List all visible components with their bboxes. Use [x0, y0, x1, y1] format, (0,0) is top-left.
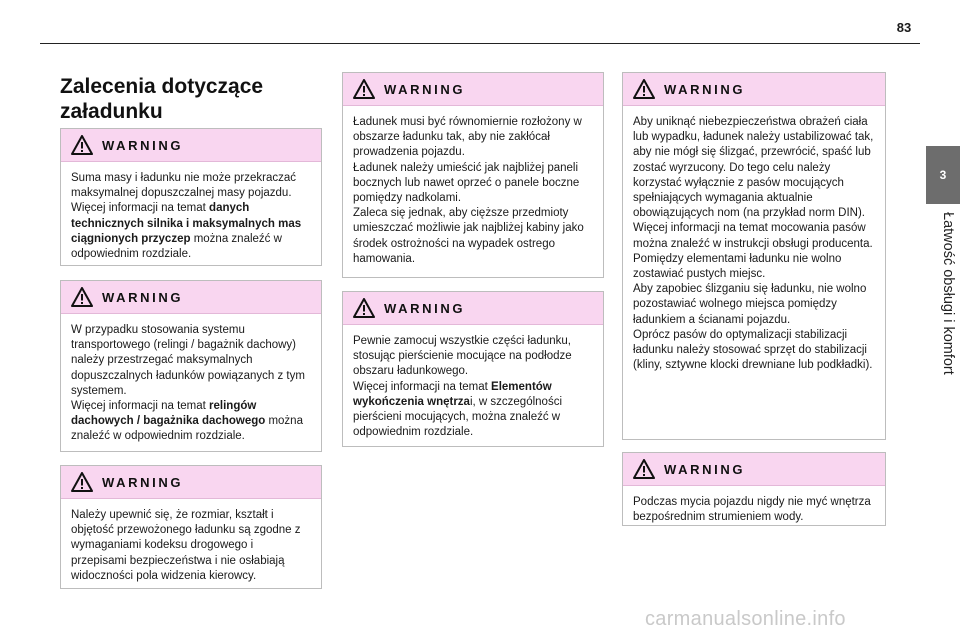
text-run: Więcej informacji na temat mocowania pasów można znaleźć w instrukcji obsługi producenta. — [633, 222, 873, 250]
warning-paragraph — [633, 221, 875, 251]
text-run: i, w szczególności pierścieni mocujących, można znaleźć w odpowiednim rozdziale. — [353, 395, 563, 439]
warning-label: WARNING — [102, 137, 184, 153]
chapter-tab[interactable] — [926, 146, 960, 204]
warning-label: WARNING — [384, 81, 466, 97]
text-run: Więcej informacji na temat — [353, 380, 492, 393]
warning-body — [61, 499, 321, 590]
warning-box-washing — [622, 452, 886, 526]
chapter-title: Łatwość obsługi i komfort — [940, 212, 956, 375]
warning-header — [623, 453, 885, 486]
warning-label: WARNING — [664, 461, 746, 477]
warning-paragraph — [353, 161, 593, 207]
warning-paragraph — [353, 334, 593, 380]
warning-body — [343, 106, 603, 273]
warning-label: WARNING — [384, 300, 466, 316]
warning-body — [61, 314, 321, 451]
text-run: Ładunek należy umieścić jak najbliżej paneli bocznych lub nawet oprzeć o panele boczne pomiędzy nadkolami. — [353, 161, 580, 205]
warning-paragraph — [633, 328, 875, 374]
warning-triangle-icon — [633, 79, 655, 99]
warning-paragraph — [353, 206, 593, 267]
text-run: Ładunek musi być równomiernie rozłożony w obszarze ładunku tak, aby nie zakłócał prowadzenia pojazdu. — [353, 116, 582, 159]
bold-text: relingów dachowych / bagażnika dachowego — [71, 400, 266, 428]
warning-paragraph — [353, 115, 593, 161]
text-run: Pomiędzy elementami ładunku nie wolno zostawiać pustych miejsc. — [633, 252, 842, 281]
warning-body — [61, 162, 321, 268]
text-run: Aby zapobiec ślizganiu się ładunku, nie wolno pozostawiać wolnego miejsca pomiędzy ładunkiem a ścianami pojazdu. — [633, 283, 867, 326]
text-run: Aby uniknąć niebezpieczeństwa obrażeń ciała lub wypadku, ładunek należy ustabilizować tak, aby nie mógł się ślizgać, przewrócić, spaść lub zostać wyrzucony. Do tego celu należy korzystać wyłącznie z pasów mocujących spełniających wymagania aktualnie obowiązujących nom (na przykład norm DIN). — [633, 116, 874, 220]
warning-label: WARNING — [664, 81, 746, 97]
warning-header — [61, 466, 321, 499]
chapter-number: 3 — [939, 168, 947, 182]
warning-paragraph — [71, 201, 311, 262]
warning-box-roof-system — [60, 280, 322, 452]
warning-box-load-stabilisation — [622, 72, 886, 440]
warning-paragraph — [633, 282, 875, 328]
footer-watermark: carmanualsonline.info — [645, 608, 846, 630]
warning-label: WARNING — [102, 474, 184, 490]
warning-paragraph — [71, 399, 311, 445]
warning-triangle-icon — [71, 135, 93, 155]
text-run: Oprócz pasów do optymalizacji stabilizacji ładunku należy stosować sprzęt do stabilizacji (kliny, sztywne klocki drewniane lub podkładki). — [633, 328, 873, 372]
warning-header — [623, 73, 885, 106]
text-run: Pewnie zamocuj wszystkie części ładunku, stosując pierścienie mocujące na podłodze obszaru ładunkowego. — [353, 335, 572, 378]
bold-text: danych technicznych silnika i maksymalnych mas ciągnionych przyczep — [71, 202, 302, 245]
bold-text: Elementów wykończenia wnętrza — [353, 380, 552, 408]
text-run: Suma masy i ładunku nie może przekraczać maksymalnej dopuszczalnej masy pojazdu. — [71, 172, 296, 200]
warning-body — [343, 325, 603, 446]
warning-box-lashing-rings — [342, 291, 604, 447]
page-number: 83 — [896, 20, 912, 35]
warning-header — [61, 281, 321, 314]
warning-paragraph — [633, 495, 875, 525]
text-run: można znaleźć w odpowiednim rozdziale. — [71, 232, 282, 261]
warning-paragraph — [353, 380, 593, 441]
warning-paragraph — [71, 323, 311, 399]
warning-box-load-size — [60, 465, 322, 589]
header-divider — [40, 43, 920, 44]
warning-triangle-icon — [633, 459, 655, 479]
warning-paragraph — [633, 252, 875, 282]
text-run: Podczas mycia pojazdu nigdy nie myć wnętrza bezpośrednim strumieniem wody. — [633, 496, 871, 524]
warning-triangle-icon — [71, 472, 93, 492]
text-run: Więcej informacji na temat — [71, 400, 210, 413]
text-run: Należy upewnić się, że rozmiar, kształt i objętość przewożonego ładunku są zgodne z wymaganiami kodeksu drogowego i przepisami bezpieczeństwa i nie osłabiają widoczności pola widzenia kierowcy. — [71, 509, 301, 582]
text-run: można znaleźć w odpowiednim rozdziale. — [71, 415, 303, 443]
warning-triangle-icon — [353, 79, 375, 99]
text-run: Więcej informacji na temat — [71, 202, 210, 215]
warning-body — [623, 486, 885, 531]
warning-label: WARNING — [102, 289, 184, 305]
warning-header — [343, 73, 603, 106]
warning-paragraph — [71, 171, 311, 201]
warning-box-mass-limit — [60, 128, 322, 266]
section-title: Zalecenia dotyczące załadunku — [60, 75, 264, 123]
warning-triangle-icon — [353, 298, 375, 318]
warning-paragraph — [633, 115, 875, 221]
text-run: Zaleca się jednak, aby cięższe przedmioty umieszczać możliwie jak najbliżej kabiny jako środek ostrożności na wypadek ostrego hamowania. — [353, 207, 584, 265]
warning-box-load-distribution — [342, 72, 604, 278]
warning-triangle-icon — [71, 287, 93, 307]
warning-header — [343, 292, 603, 325]
warning-header — [61, 129, 321, 162]
warning-paragraph — [71, 508, 311, 584]
text-run: W przypadku stosowania systemu transportowego (relingi / bagażnik dachowy) należy przestrzegać maksymalnych dopuszczalnych ładunków powiązanych z tym systemem. — [71, 324, 305, 397]
warning-body — [623, 106, 885, 379]
